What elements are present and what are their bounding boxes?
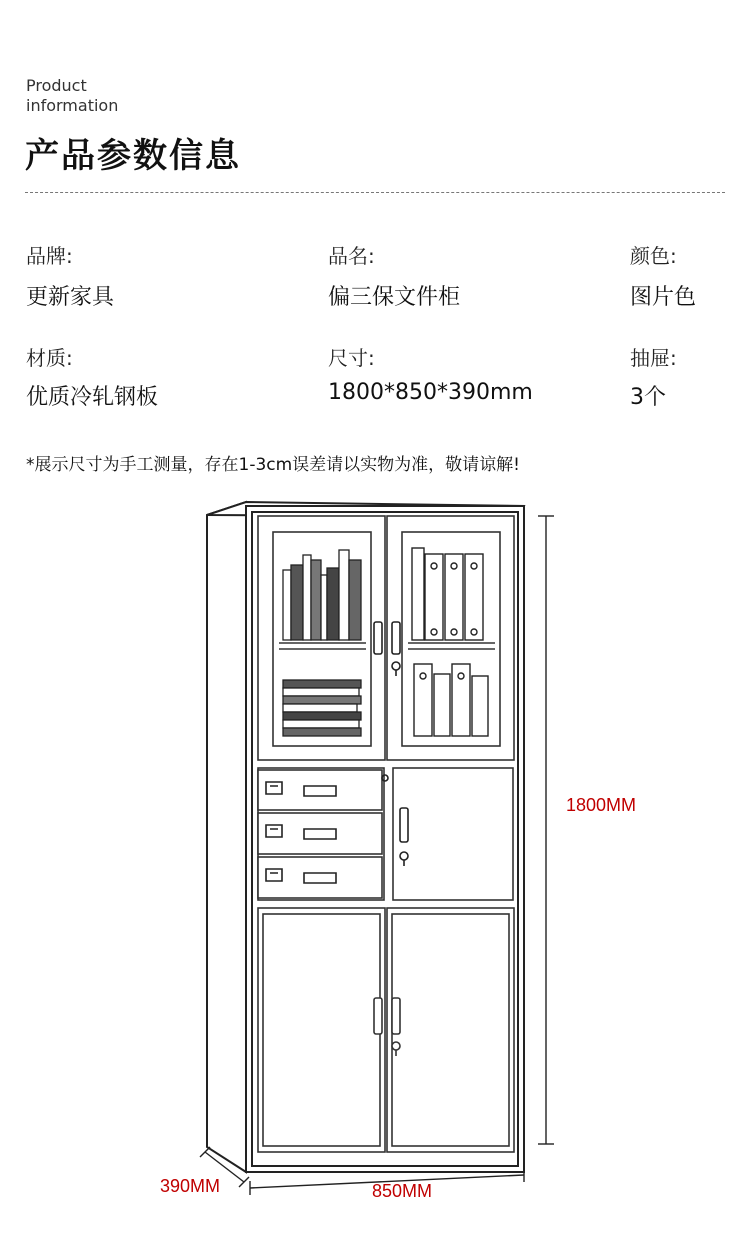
spec-name-label: 品名: [328, 244, 375, 268]
spec-size-label: 尺寸: [328, 346, 375, 370]
page-title: 产品参数信息 [25, 136, 241, 176]
header-en-line2: information [26, 96, 119, 115]
width-dimension-label: 850MM [372, 1181, 433, 1201]
spec-brand-label: 品牌: [26, 244, 73, 268]
spec-color-value: 图片色 [630, 285, 697, 310]
spec-material-value: 优质冷轧钢板 [26, 385, 159, 410]
height-dimension-label: 1800MM [566, 795, 637, 815]
spec-size-value: 1800*850*390mm [328, 380, 533, 405]
spec-name-value: 偏三保文件柜 [328, 285, 461, 310]
spec-drawer-value: 3个 [630, 385, 666, 410]
spec-brand-value: 更新家具 [26, 285, 115, 310]
spec-color-label: 颜色: [630, 244, 677, 268]
spec-material-label: 材质: [26, 346, 73, 370]
measurement-note: *展示尺寸为手工测量，存在1-3cm误差请以实物为准，敬请谅解! [26, 455, 520, 475]
header-en-line1: Product [26, 76, 87, 95]
spec-drawer-label: 抽屉: [630, 346, 677, 370]
depth-dimension-label: 390MM [160, 1176, 221, 1196]
